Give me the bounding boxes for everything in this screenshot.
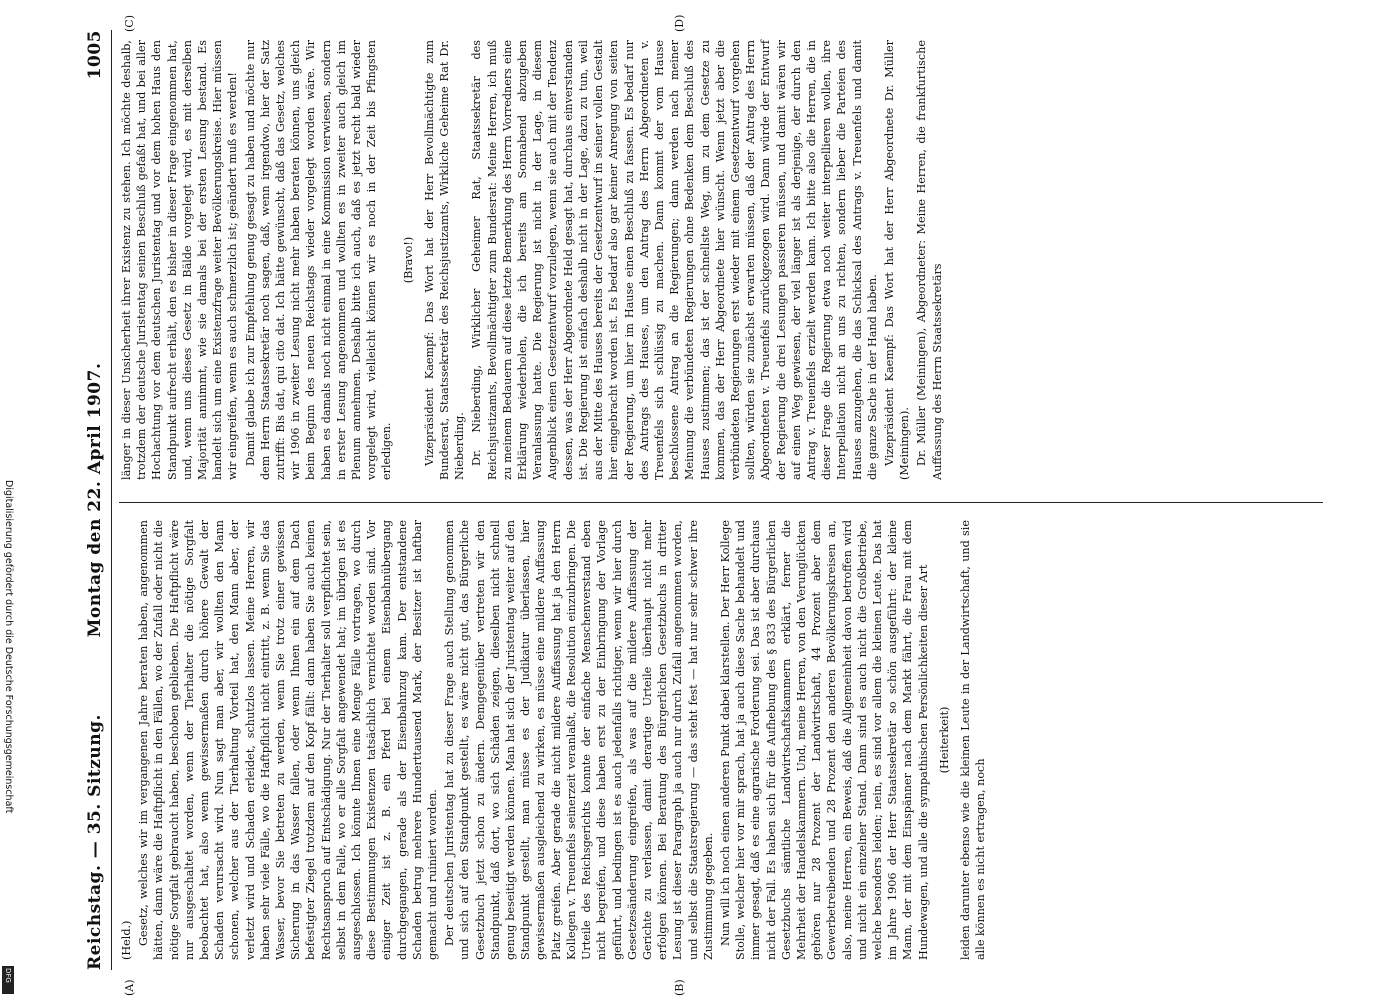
right-column-paragraph: (Bravo!) <box>401 236 415 284</box>
page-header <box>85 30 109 970</box>
digitization-credit-text: Digitalisierung gefördert durch die Deutsche Forschungsgemeinschaft <box>3 480 14 814</box>
margin-marker-a: (A) <box>123 979 136 996</box>
margin-marker-d: (D) <box>673 14 686 32</box>
column-divider <box>119 502 1323 503</box>
right-column-paragraph: Damit glaube ich zur Empfehlung genug gesagt zu haben und möchte nur dem Herrn Staatssekretär noch sagen, daß, wenn irgendwo, hier der Satz zutrifft: Bis dat, qui cito dat. Ich hätte gewünscht, daß das Gesetz, welches wir 1906 in zweiter Lesung nicht mehr haben beraten können, uns gleich beim Beginn des neuen Reichstags wieder vorgelegt worden wäre. Wir haben es damals noch nicht einmal in eine Kommission verwiesen, sondern in erster Lesung angenommen und wollten es in zweiter auch gleich im Plenum annehmen. Deshalb bitte ich auch, daß es jetzt recht bald wieder vorgelegt wird, vielleicht können wir es noch in der Zeit bis Pfingsten erledigen. <box>243 40 394 480</box>
left-column-paragraph: Der deutschen Juristentag hat zu dieser Frage auch Stellung genommen und sich auf den Standpunkt gestellt, es wäre nicht gut, das Bürgerliche Gesetzbuch jetzt schon zu ändern. Demgegenüber vertreten wir den Standpunkt, daß dort, wo sich Schäden zeigen, dieselben nicht schnell genug beseitigt werden können. Man hat sich der Juristentag weiter auf den Standpunkt gestellt, man müsse es der Judikatur überlassen, hier gewissermaßen ausgleichend zu wirken, es müsse eine mildere Auffassung Platz greifen. Aber gerade die nicht mildere Auffassung hat ja den Herrn Kollegen v. Treuenfels seinerzeit veranlaßt, die Resolution einzubringen. Die Urteile des Reichsgerichts konnte der einfache Menschenverstand eben nicht begreifen, und diese haben erst zu der Einbringung der Vorlage geführt, und bedingen ist es auch jedenfalls richtiger, wenn wir hier durch Gesetzesänderung eingreifen, als was auf die mildere Auffassung der Gerichte zu verlassen, damit derartige Urteile überhaupt nicht mehr erfolgen können. Bei Beratung des Bürgerlichen Gesetzbuchs in dritter Lesung ist dieser Paragraph ja auch nur durch Zufall angenommen worden, und selbst die Staatsregierung — das steht fest — hat nur sehr schwer ihre Zustimmung gegeben. <box>443 520 715 960</box>
page-content-rotated <box>73 0 1363 1000</box>
header-session: Reichstag. — 35. Sitzung. <box>85 714 105 970</box>
left-column-paragraph: leiden darunter ebenso wie die kleinen Leute in der Landwirtschaft, und sie alle können es nicht ertragen, noch <box>958 520 988 960</box>
left-column-paragraph: Gesetz, welches wir im vergangenen Jahre beraten haben, angenommen hätten, dann wäre die Haftpflicht in den Fällen, wo der Zufall oder nicht die nötige Sorgfalt gebraucht haben, beschoben geblieben. Die Haftpflicht wäre nur ausgeschaltet worden, wenn der Tierhalter die nötige Sorgfalt beobachtet hat, also wenn gewissermaßen durch höhere Gewalt der Schaden verursacht wird. Nun sagt man aber, wir wollten den Mann schonen, welcher aus der Tierhaltung Vorteil hat, den Mann aber, der verletzt wird und Schaden erleidet, schutzlos lassen. Meine Herren, wir haben sehr viele Fälle, wo die Haftpflicht nicht eintritt, z. B. wenn Sie das Wasser, bevor Sie betreten zu werden, wenn Sie trotz einer gewissen Sicherung in das Wasser fallen, oder wenn Ihnen ein auf dem Dach befestigter Ziegel trotzdem auf den Kopf fällt: dann haben Sie auch keinen Rechtsanspruch auf Entschädigung. Nur der Tierhalter soll verpflichtet sein, selbst in dem Falle, wo er alle Sorgfalt angewendet hat; im übrigen ist es ausgeschlossen. Ich könnte Ihnen eine Menge Fälle vortragen, wo durch diese Bestimmungen Existenzen tatsächlich vernichtet worden sind. Vor einiger Zeit ist z. B. ein Pferd bei einem Eisenbahnübergang durchgegangen, gerade als der Eisenbahnzug kam. Der entstandene Schaden betrug mehrere Hunderttausend Mark, der Besitzer ist haftbar gemacht und ruiniert worden. <box>137 520 440 960</box>
page-content <box>73 0 1363 1000</box>
left-column-paragraph: (Heiterkeit) <box>937 706 951 774</box>
left-column-paragraph: Nun will ich noch einen anderen Punkt dabei klarstellen. Der Herr Kollege Stolle, welcher hier vor mir sprach, hat ja auch diese Sache behandelt und immer gesagt, daß es eine agrarische Forderung sei. Das ist aber durchaus nicht der Fall. Es haben sich für die Aufhebung des § 833 des Bürgerlichen Gesetzbuchs sämtliche Landwirtschaftskammern erklärt, ferner die Mehrheit der Handelskammern. Und, meine Herren, von den Verunglückten gehören nur 28 Prozent der Landwirtschaft, 44 Prozent aber dem Gewerbetreibenden und 28 Prozent den anderen Bevölkerungskreisen an, also, meine Herren, ein Beweis, daß die Allgemeinheit davon betroffen wird und nicht ein einzelner Stand. Dann sind es auch nicht die Großbetriebe, welche besonders leiden; nein, es sind vor allem die kleinen Leute. Das hat im Jahre 1906 der Herr Staatssekretär so schön ausgeführt: der kleine Mann, der mit dem Einspänner nach dem Markt fährt, die Frau mit dem Hundewagen, und alle die sympathischen Persönlichkeiten dieser Art <box>718 520 930 960</box>
digitization-credit <box>2 480 16 990</box>
dfg-logo <box>2 966 14 994</box>
margin-marker-b: (B) <box>673 979 686 996</box>
margin-marker-c: (C) <box>123 15 136 32</box>
header-rule <box>111 30 112 970</box>
header-date: Montag den 22. April 1907. <box>85 362 105 638</box>
page-number: 1005 <box>85 30 105 80</box>
right-column-paragraph: länger in dieser Unsicherheit ihrer Existenz zu stehen. Ich möchte deshalb, trotzdem der deutsche Juristentag seinen Beschluß gefaßt hat, und bei aller Hochachtung vor dem deutschen Juristentag und vor dem hohen Haus den Standpunkt aufrecht erhält, den es bisher in dieser Frage eingenommen hat, und, wenn uns dieses Gesetz in Bälde vorgelegt wird, es mit derselben Majorität annimmt, wie sie damals bei der ersten Lesung bestand. Es handelt sich um eine Existenzfrage weiter Bevölkerungskreise. Hier müssen wir eingreifen, wenn es auch schmerzlich ist; geändert muß es werden! <box>120 40 240 480</box>
dfg-logo-text: DFG <box>4 968 12 983</box>
right-column <box>119 40 947 480</box>
left-column-paragraph: (Held.) <box>120 920 133 960</box>
left-column <box>119 520 990 960</box>
right-column-paragraph: Dr. Müller (Meiningen), Abgeordneter: Meine Herren, die frankfurtische Auffassung des Herrn Staatssekretärs <box>915 40 944 480</box>
right-column-paragraph: Vizepräsident Kaempf: Das Wort hat der Herr Bevollmächtigte zum Bundesrat, Staatssekretär des Reichsjustizamts, Wirkliche Geheime Rat Dr. Nieberding. <box>422 40 467 480</box>
right-column-paragraph: Vizepräsident Kaempf: Das Wort hat der Herr Abgeordnete Dr. Müller (Meiningen). <box>882 40 912 480</box>
right-column-paragraph: Dr. Nieberding, Wirklicher Geheimer Rat, Staatssekretär des Reichsjustizamts, Bevollmächtigter zum Bundesrat: Meine Herren, ich muß zu meinem Bedauern auf diese letzte Bemerkung des Herrn Vorredners eine Erklärung wiederholen, die ich bereits am Sonnabend abzugeben Veranlassung hatte. Die Regierung ist nicht in der Lage, in diesem Augenblick einen Gesetzentwurf vorzulegen, wenn sie auch mit der Tendenz dessen, was der Herr Abgeordnete Held gesagt hat, durchaus einverstanden ist. Die Regierung ist einfach deshalb nicht in der Lage, dazu zu tun, weil aus der Mitte des Hauses bereits der Gesetzentwurf in seiner vollen Gestalt hier eingebracht worden ist. Es bedarf also gar keiner Anregung von seiten der Regierung, um hier im Hause einen Beschluß zu fassen. Es bedarf nur des Antrags des Hauses, um den Antrag des Herrn Abgeordneten v. Treuenfels sich schlüssig zu machen. Dann kommt der vom Hause beschlossene Antrag an die Regierungen; dann werden nach meiner Meinung die verbündeten Regierungen ohne Bedenken dem Beschluß des Hauses zustimmen; das ist der schnellste Weg, um zu dem Gesetze zu kommen, das der Herr Abgeordnete hier wünscht. Wenn jetzt aber die verbündeten Regierungen erst wieder mit einem Gesetzentwurf vorgehen sollten, würden sie zunächst erwarten müssen, daß der Antrag des Herrn Abgeordneten v. Treuenfels zurückgezogen wird. Dann würde der Entwurf der Regierung die drei Lesungen passieren müssen, und damit wären wir auf einen Weg gewiesen, der viel länger ist als derjenige, der durch den Antrag v. Treuenfels erzielt werden kann. Ich bitte also die Herren, die in dieser Frage die Regierung etwa noch weiter interpellieren wollen, ihre Interpellation nicht an uns zu richten, sondern lieber die Parteien des Hauses anzugehen, die das Schicksal des Antrags v. Treuenfels und damit die ganze Sache in der Hand haben. <box>470 40 879 480</box>
